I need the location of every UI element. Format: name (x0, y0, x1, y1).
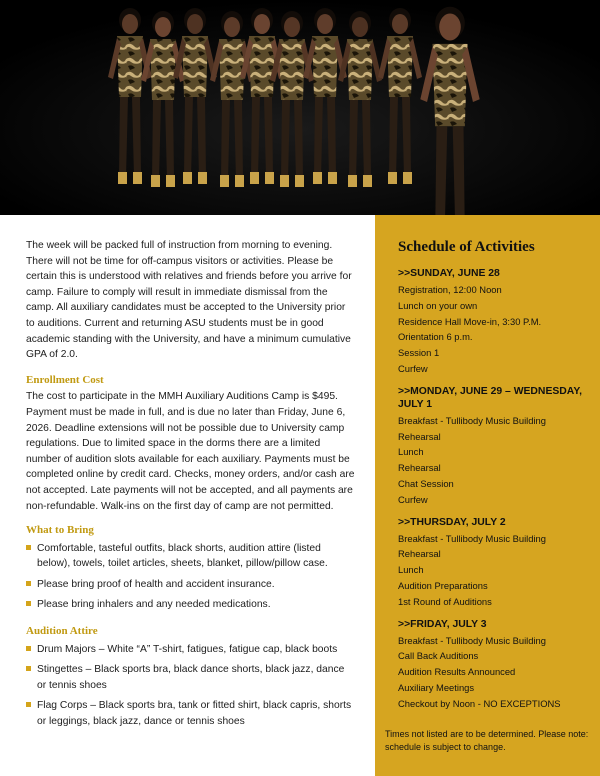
schedule-item: Chat Session (398, 477, 454, 489)
bullet-icon (26, 601, 31, 606)
enrollment-text: The cost to participate in the MMH Auxiliary Auditions Camp is $495. Payment must be made in full, and is due no later than Friday, June 6, 2026. Deadline extensions will not be possible due to University camp regulations. Due to limited space in the dorms there are a limited number of audition slots available for each auxiliary. Payments must be completed online by credit card. Checks, money orders, and/or cash are not accepted. Late payments will not be accepted, and all payments are non-refundable. Walk-ins on the first day of camp are not permitted. (26, 391, 355, 512)
schedule-item: Breakfast - Tullibody Music Building (398, 634, 546, 646)
schedule-item: Orientation 6 p.m. (398, 331, 473, 343)
schedule-item: Call Back Auditions (398, 650, 479, 662)
day-heading: >>THURSDAY, JULY 2 (398, 516, 506, 528)
list-item: Stingettes – Black sports bra, black dance shorts, black jazz, dance or tennis shoes (26, 662, 356, 693)
intro-paragraph: The week will be packed full of instruction from morning to evening. There will not be time for off-campus visitors or activities. Please be certain this is understood with relatives and friends before you arrive for camp. Failure to comply will result in immediate dismissal from the camp. All auxiliary candidates must be accepted to the University prior to auditions. Current and returning ASU students must be in good academic standing with the University, and have a minimum cumulative GPA of 2.0. (26, 240, 352, 361)
schedule-item: Audition Preparations (398, 579, 488, 591)
schedule-item: Curfew (398, 493, 428, 505)
schedule-day (398, 385, 593, 508)
list-item: Drum Majors – White “A” T-shirt, fatigues, fatigue cap, black boots (26, 642, 356, 658)
attire-list (26, 642, 356, 730)
schedule-day (398, 516, 593, 610)
schedule-day (398, 618, 593, 712)
schedule-note: Times not listed are to be determined. Please note: schedule is subject to change. (385, 729, 589, 752)
schedule-item: Curfew (398, 362, 428, 374)
schedule-item: Breakfast - Tullibody Music Building (398, 414, 546, 426)
schedule-item: Lunch (398, 446, 424, 458)
schedule-title: Schedule of Activities (398, 239, 535, 255)
day-heading: >>FRIDAY, JULY 3 (398, 618, 487, 630)
schedule-item: Residence Hall Move-in, 3:30 P.M. (398, 315, 542, 327)
schedule-item: Auxiliary Meetings (398, 681, 475, 693)
schedule-item: Rehearsal (398, 462, 441, 474)
hero-photo (0, 0, 600, 215)
list-item: Comfortable, tasteful outfits, black shorts, audition attire (listed below), towels, toilet articles, sheets, blanket, pillow/pillow case. (26, 541, 356, 572)
bullet-icon (26, 646, 31, 651)
bullet-icon (26, 545, 31, 550)
schedule-item: Breakfast - Tullibody Music Building (398, 532, 546, 544)
schedule-item: Checkout by Noon - NO EXCEPTIONS (398, 697, 561, 709)
bring-list (26, 541, 356, 613)
day-heading: >>MONDAY, JUNE 29 – WEDNESDAY, JULY 1 (398, 385, 583, 410)
schedule-list (398, 267, 593, 720)
schedule-item: Rehearsal (398, 430, 441, 442)
schedule-item: Registration, 12:00 Noon (398, 284, 502, 295)
schedule-item: 1st Round of Auditions (398, 595, 492, 607)
schedule-item: Lunch on your own (398, 299, 478, 311)
list-item: Please bring inhalers and any needed medications. (26, 597, 356, 613)
schedule-panel (375, 215, 600, 776)
day-heading: >>SUNDAY, JUNE 28 (398, 268, 500, 279)
bullet-icon (26, 581, 31, 586)
left-column (26, 238, 356, 735)
schedule-day (398, 267, 593, 377)
list-item: Please bring proof of health and accident insurance. (26, 577, 356, 593)
enrollment-heading: Enrollment Cost (26, 373, 104, 386)
schedule-item: Rehearsal (398, 548, 441, 560)
schedule-item: Audition Results Announced (398, 666, 516, 678)
list-item: Flag Corps – Black sports bra, tank or fitted shirt, black capris, shorts or leggings, black jazz, dance or tennis shoes (26, 698, 356, 729)
attire-heading: Audition Attire (26, 625, 98, 638)
bullet-icon (26, 702, 31, 707)
schedule-item: Session 1 (398, 347, 440, 359)
bring-heading: What to Bring (26, 524, 94, 537)
bullet-icon (26, 666, 31, 671)
schedule-item: Lunch (398, 564, 424, 576)
